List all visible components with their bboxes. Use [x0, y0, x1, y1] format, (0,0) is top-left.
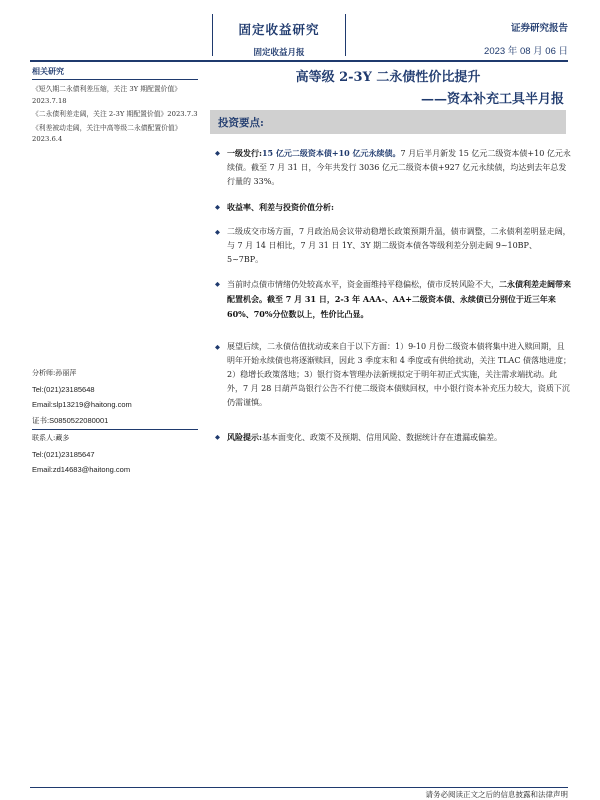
bullet-secondary-market [215, 225, 571, 267]
key-points-bar [210, 110, 566, 134]
header-brand: 固定收益研究 [238, 22, 320, 37]
bullet-risk [215, 430, 571, 445]
header-brand-box [212, 14, 346, 56]
analyst-cert: 证书:S0850522080001 [32, 415, 109, 425]
bullet-text: 二级成交市场方面，7 月政治局会议带动稳增长政策预期升温，债市调整，二永债利差明显走阔，与 7 月 14 日相比，7 月 31 日 1Y、3Y 期二级资本债各等级利差分别走阔 9~10BP、5~7BP。 [227, 227, 571, 264]
bullet-outlook [215, 340, 571, 410]
bullet-text: 展望后续，二永债估值扰动或来自于以下方面：1）9-10 月份二级资本债将集中进入赎回期，且明年开始永续债也将逐渐赎回，因此 3 季度末和 4 季度或有供给扰动，关注 TLAC 债落地进度；2）稳增长政策落地；3）银行资本管理办法新规拟定于明年初正式实施，关注需求端扰动。此外，7 月 28 日葫芦岛银行公告不行使二级资本债赎回权，中小银行资本补充压力较大，资质下沉仍需谨慎。 [227, 342, 571, 407]
related-item[interactable]: 《二永债利差走阔，关注 2-3Y 期配置价值》2023.7.3 [32, 110, 198, 118]
bullet-analysis-heading [215, 200, 571, 215]
bullet-bold: 二永债利差走阔带来配置机会。截至 7 月 31 日，2-3 年 AAA-、AA+二级资本债、永续债已分别位于近三年来 60%、70%分位数以上，性价比凸显。 [227, 279, 571, 319]
bullet-primary-issuance [215, 146, 571, 189]
analyst-tel: Tel:(021)23185648 [32, 384, 95, 394]
report-title: 高等级 2-3Y 二永债性价比提升 [295, 70, 481, 85]
bullet-highlight: 15 亿元二级资本债+10 亿元永续债。 [261, 148, 401, 158]
contact-email[interactable]: Email:zd14683@haitong.com [32, 465, 131, 474]
bullet-lead: 收益率、利差与投资价值分析: [227, 202, 334, 212]
report-type: 证券研究报告 [510, 23, 568, 34]
header-divider [30, 60, 568, 62]
bullet-lead: 一级发行: [227, 148, 262, 158]
key-points-label: 投资要点: [218, 117, 264, 129]
analyst-info [32, 366, 198, 478]
bullet-text: 7 月后半月新发 15 亿元二级资本债+10 亿元永续债。截至 7 月 31 日，今年共发行 3036 亿元二级资本债+927 亿元永续债，均达到去年总发行量的 33%。 [227, 149, 571, 186]
report-subtitle: ——资本补充工具半月报 [420, 92, 564, 107]
bullet-opportunity [215, 277, 571, 322]
footer-disclaimer: 请务必阅读正文之后的信息披露和法律声明 [425, 790, 568, 799]
related-item[interactable]: 《利差被动走阔，关注中高等级二永债配置价值》2023.6.4 [32, 123, 182, 143]
related-research [32, 66, 198, 148]
header-series: 固定收益月报 [253, 48, 305, 58]
bullet-lead: 风险提示: [227, 432, 262, 442]
analyst-email[interactable]: Email:slp13219@haitong.com [32, 400, 132, 409]
related-item[interactable]: 《短久期二永债利差压缩，关注 3Y 期配置价值》2023.7.18 [32, 85, 182, 105]
bullet-text: 当前时点债市情绪仍处较高水平，资金面维持平稳偏松，债市反转风险不大， [227, 280, 499, 289]
related-heading: 相关研究 [32, 66, 198, 80]
contact-name: 联系人:藏多 [32, 434, 70, 442]
analyst-name: 分析师:孙丽萍 [32, 369, 77, 377]
bullet-text: 基本面变化、政策不及预期、信用风险、数据统计存在遗漏或偏差。 [261, 433, 502, 442]
analyst-divider [32, 429, 198, 430]
footer-divider [30, 787, 568, 788]
report-date: 2023 年 08 月 06 日 [484, 46, 568, 57]
contact-tel: Tel:(021)23185647 [32, 449, 95, 459]
